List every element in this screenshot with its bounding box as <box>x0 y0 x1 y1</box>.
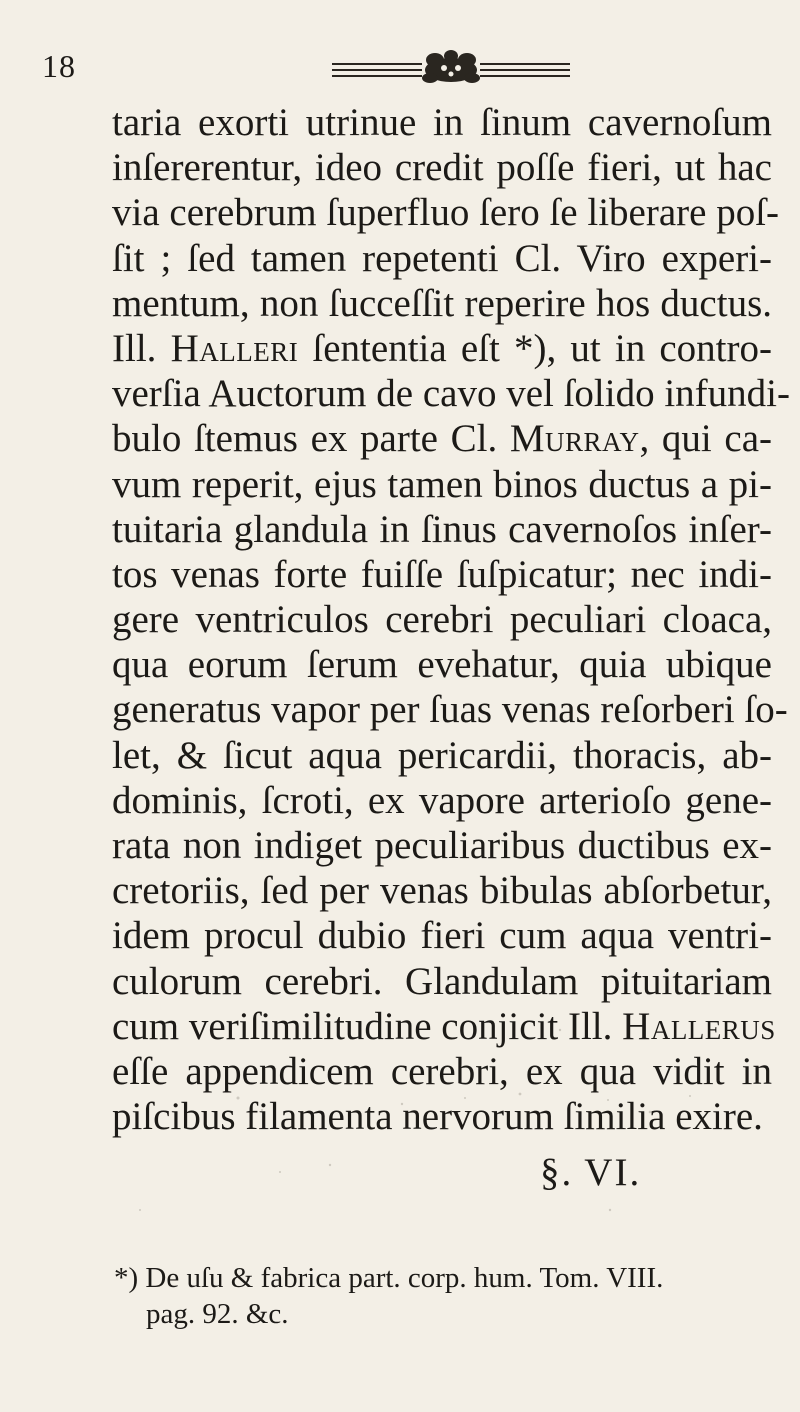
text-line: eſſe appendicem cerebri, ex qua vidit in <box>112 1049 772 1093</box>
author-name: Murray <box>509 417 640 461</box>
text-line: cretoriis, ſed per venas bibulas abſorbetur, <box>112 869 772 913</box>
header-ornament <box>332 50 570 86</box>
text-line: culorum cerebri. Glandulam pituitariam <box>112 959 772 1003</box>
text-line: gere ventriculos cerebri peculiari cloaca, <box>112 598 772 642</box>
text-line: vum reperit, ejus tamen binos ductus a pi- <box>112 462 772 506</box>
text-line: rata non indiget peculiaribus ductibus ex- <box>112 824 772 867</box>
author-name: Halleri <box>170 326 299 370</box>
text-line: piſcibus filamenta nervorum ſimilia exire. <box>112 1095 763 1139</box>
text-line <box>112 416 772 461</box>
section-heading: §. VI. <box>540 1151 642 1194</box>
text-fragment: cum veriſimilitudine conjicit Ill. <box>112 1004 623 1048</box>
text-line: tos venas forte fuiſſe ſuſpicatur; nec indi- <box>112 552 772 596</box>
author-name: Hallerus <box>622 1004 776 1048</box>
text-line <box>112 1004 776 1049</box>
text-fragment: , qui ca- <box>639 417 772 461</box>
text-line: inſererentur, ideo credit poſſe fieri, ut hac <box>112 146 772 190</box>
text-line: qua eorum ſerum evehatur, quia ubique <box>112 643 772 687</box>
text-fragment: Ill. <box>112 326 171 370</box>
text-line: verſia Auctorum de cavo vel ſolido infundi- <box>112 372 790 416</box>
text-line: taria exorti utrinue in ſinum cavernoſum <box>112 101 772 144</box>
footnote <box>114 1260 774 1332</box>
footnote-line: pag. 92. &c. <box>146 1298 289 1330</box>
text-fragment: ſententia eſt *), ut in contro- <box>298 326 772 370</box>
text-line: via cerebrum ſuperfluo ſero ſe liberare poſ- <box>112 191 780 235</box>
text-line: let, & ſicut aqua pericardii, thoracis, ab- <box>112 733 772 777</box>
text-line: dominis, ſcroti, ex vapore arterioſo gene- <box>112 778 772 822</box>
main-text <box>112 100 790 1139</box>
text-line: tuitaria glandula in ſinus cavernoſos inſer- <box>112 507 772 551</box>
text-line: mentum, non ſucceſſit reperire hos ductus. <box>112 281 772 325</box>
text-line: ſit ; ſed tamen repetenti Cl. Viro experi- <box>112 236 772 280</box>
text-line: generatus vapor per ſuas venas reſorberi ſo- <box>112 688 788 732</box>
text-line <box>112 326 772 371</box>
text-line: idem procul dubio fieri cum aqua ventri- <box>112 914 772 958</box>
page-number: 18 <box>42 48 76 84</box>
footnote-line: *) De uſu & fabrica part. corp. hum. Tom. VIII. <box>114 1262 664 1294</box>
text-fragment: bulo ſtemus ex parte Cl. <box>112 417 510 461</box>
